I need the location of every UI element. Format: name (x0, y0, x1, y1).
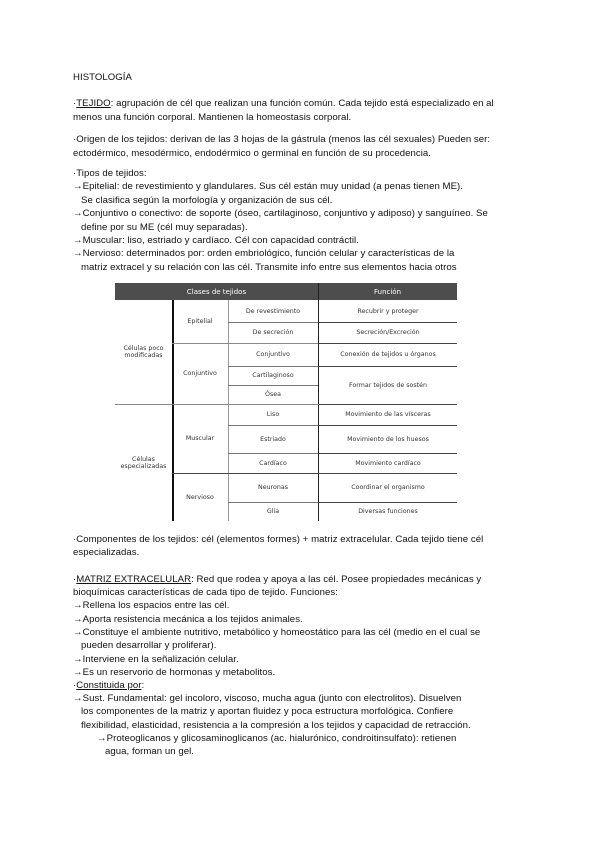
constituida-term: Constituida por (76, 680, 142, 691)
document-title: HISTOLOGÍA (73, 72, 132, 83)
subtype-cell: Liso (266, 411, 280, 418)
table-rule (319, 366, 457, 367)
text-line: matriz extracel y su relación con las cél. Transmite info entre sus elementos hacia otros (81, 261, 457, 273)
text-line: →Nervioso: determinados por: orden embriológico, función celular y características de la (73, 248, 455, 260)
text-line: ·Tipos de tejidos: (73, 168, 147, 179)
table-rule (228, 502, 318, 503)
type-cell: Conjuntivo (183, 370, 217, 377)
text-line: →Proteoglicanos y glicosaminoglicanos (ac. hialurónico, condroitinsulfato): retienen (97, 732, 457, 744)
table-rule (319, 473, 457, 474)
type-cell: Muscular (185, 435, 215, 442)
function-cell: Secreción/Excreción (356, 329, 420, 336)
table-rule (319, 425, 457, 426)
function-cell: Coordinar el organismo (351, 484, 425, 491)
text-line: ectodérmico, mesodérmico, endodérmico o germinal en función de su procedencia. (73, 148, 431, 159)
tissue-table (115, 283, 457, 521)
table-rule (228, 425, 318, 426)
function-cell: Conexión de tejidos u órganos (340, 351, 436, 358)
text-line: →Epitelial: de revestimiento y glandulares. Sus cél están muy unidad (a penas tienen ME). (73, 181, 464, 193)
text-line: →Constituye el ambiente nutritivo, metabólico y homeostático para las cél (medio en el cual se (73, 626, 481, 638)
table-rule (228, 300, 229, 521)
table-rule (319, 343, 457, 344)
table-rule (319, 453, 457, 454)
matriz-term: MATRIZ EXTRACELULAR (76, 574, 192, 585)
subtype-cell: Neuronas (257, 484, 288, 491)
text-line: →Es un reservorio de hormonas y metabolitos. (73, 666, 276, 678)
table-rule (228, 385, 318, 386)
table-rule (228, 366, 318, 367)
function-cell: Recubrir y proteger (357, 307, 419, 315)
table-rule (228, 322, 318, 323)
text-line: →Rellena los espacios entre las cél. (73, 600, 230, 612)
text-line: Se clasifica según la morfología y organización de sus cél. (81, 194, 333, 206)
header-funcion: Función (318, 283, 457, 300)
text-line: →Muscular: liso, estriado y cardíaco. Cél con capacidad contráctil. (73, 235, 359, 246)
table-rule (319, 322, 457, 323)
text: : agrupación de cél que realizan una función común. Cada tejido está especializado en al (110, 98, 494, 109)
tejido-term: TEJIDO (76, 98, 111, 109)
text-line: ·Origen de los tejidos: derivan de las 3 hojas de la gástrula (menos las cél sexuales) Pueden ser: (73, 134, 491, 145)
function-cell: Movimiento cardíaco (355, 459, 421, 467)
subtype-cell: De revestimiento (245, 307, 301, 315)
subtype-cell: Ósea (265, 391, 281, 398)
text-line: especializadas. (73, 547, 140, 558)
tejido-paragraph: ·TEJIDO: agrupación de cél que realizan una función común. Cada tejido está especializado en al (73, 98, 494, 109)
subtype-cell: De secreción (252, 329, 294, 336)
subtype-cell: Conjuntivo (256, 351, 290, 358)
text-line: define por su ME (cél muy separadas). (81, 221, 248, 233)
text-line: pueden desarrollar y proliferar). (81, 640, 217, 652)
text-line: →Conjuntivo o conectivo: de soporte (óseo, cartilaginoso, conjuntivo y adiposo) y sanguíneo. Se (73, 208, 488, 220)
table-rule (319, 404, 457, 405)
text-line: →Aporta resistencia mecánica a los tejidos animales. (73, 613, 303, 625)
group-cell: Células poco modificadas (123, 345, 164, 359)
text: : Red que rodea y apoya a las cél. Posee propiedades mecánicas y (191, 574, 482, 585)
text: : (141, 680, 145, 691)
header-clases: Clases de tejidos (115, 283, 318, 300)
text-line: flexibilidad, elasticidad, resistencia a la compresión a los tejidos y capacidad de retracción. (81, 719, 471, 731)
group-cell: Células especializadas (120, 455, 167, 470)
function-cell: Movimiento de las vísceras (345, 411, 431, 418)
type-cell: Nervioso (186, 493, 214, 501)
table-rule (172, 343, 318, 344)
subtype-cell: Cardíaco (259, 459, 287, 467)
function-cell: Diversas funciones (358, 508, 418, 515)
matriz-paragraph: ·MATRIZ EXTRACELULAR: Red que rodea y apoya a las cél. Posee propiedades mecánicas y (73, 574, 482, 585)
text-line: bioquímicas características de cada tipo de tejido. Funciones: (73, 587, 338, 598)
subtype-cell: Cartilaginoso (252, 372, 294, 379)
type-cell: Epitelial (187, 318, 213, 325)
text-line: los componentes de la matriz y aportan fluidez y poca estructura morfológica. Confiere (81, 706, 454, 718)
function-cell: Movimiento de los huesos (347, 435, 429, 443)
text-line: menos una función corporal. Mantienen la homeostasis corporal. (73, 112, 352, 123)
table-rule (319, 502, 457, 503)
text-line: →Sust. Fundamental: gel incoloro, viscoso, mucha agua (junto con electrolitos). Disuelven (73, 693, 462, 704)
table-rule (172, 300, 174, 521)
text-line: ·Componentes de los tejidos: cél (elementos formes) + matriz extracelular. Cada tejido tiene cél (73, 534, 484, 545)
subtype-cell: Glía (266, 508, 280, 515)
table-rule (228, 453, 318, 454)
text-line: →Interviene en la señalización celular. (73, 653, 239, 665)
text-line: agua, forman un gel. (105, 746, 195, 758)
subtype-cell: Estriado (260, 435, 286, 443)
function-cell: Formar tejidos de sostén (349, 381, 427, 389)
constituida-heading: ·Constituida por: (73, 680, 145, 691)
